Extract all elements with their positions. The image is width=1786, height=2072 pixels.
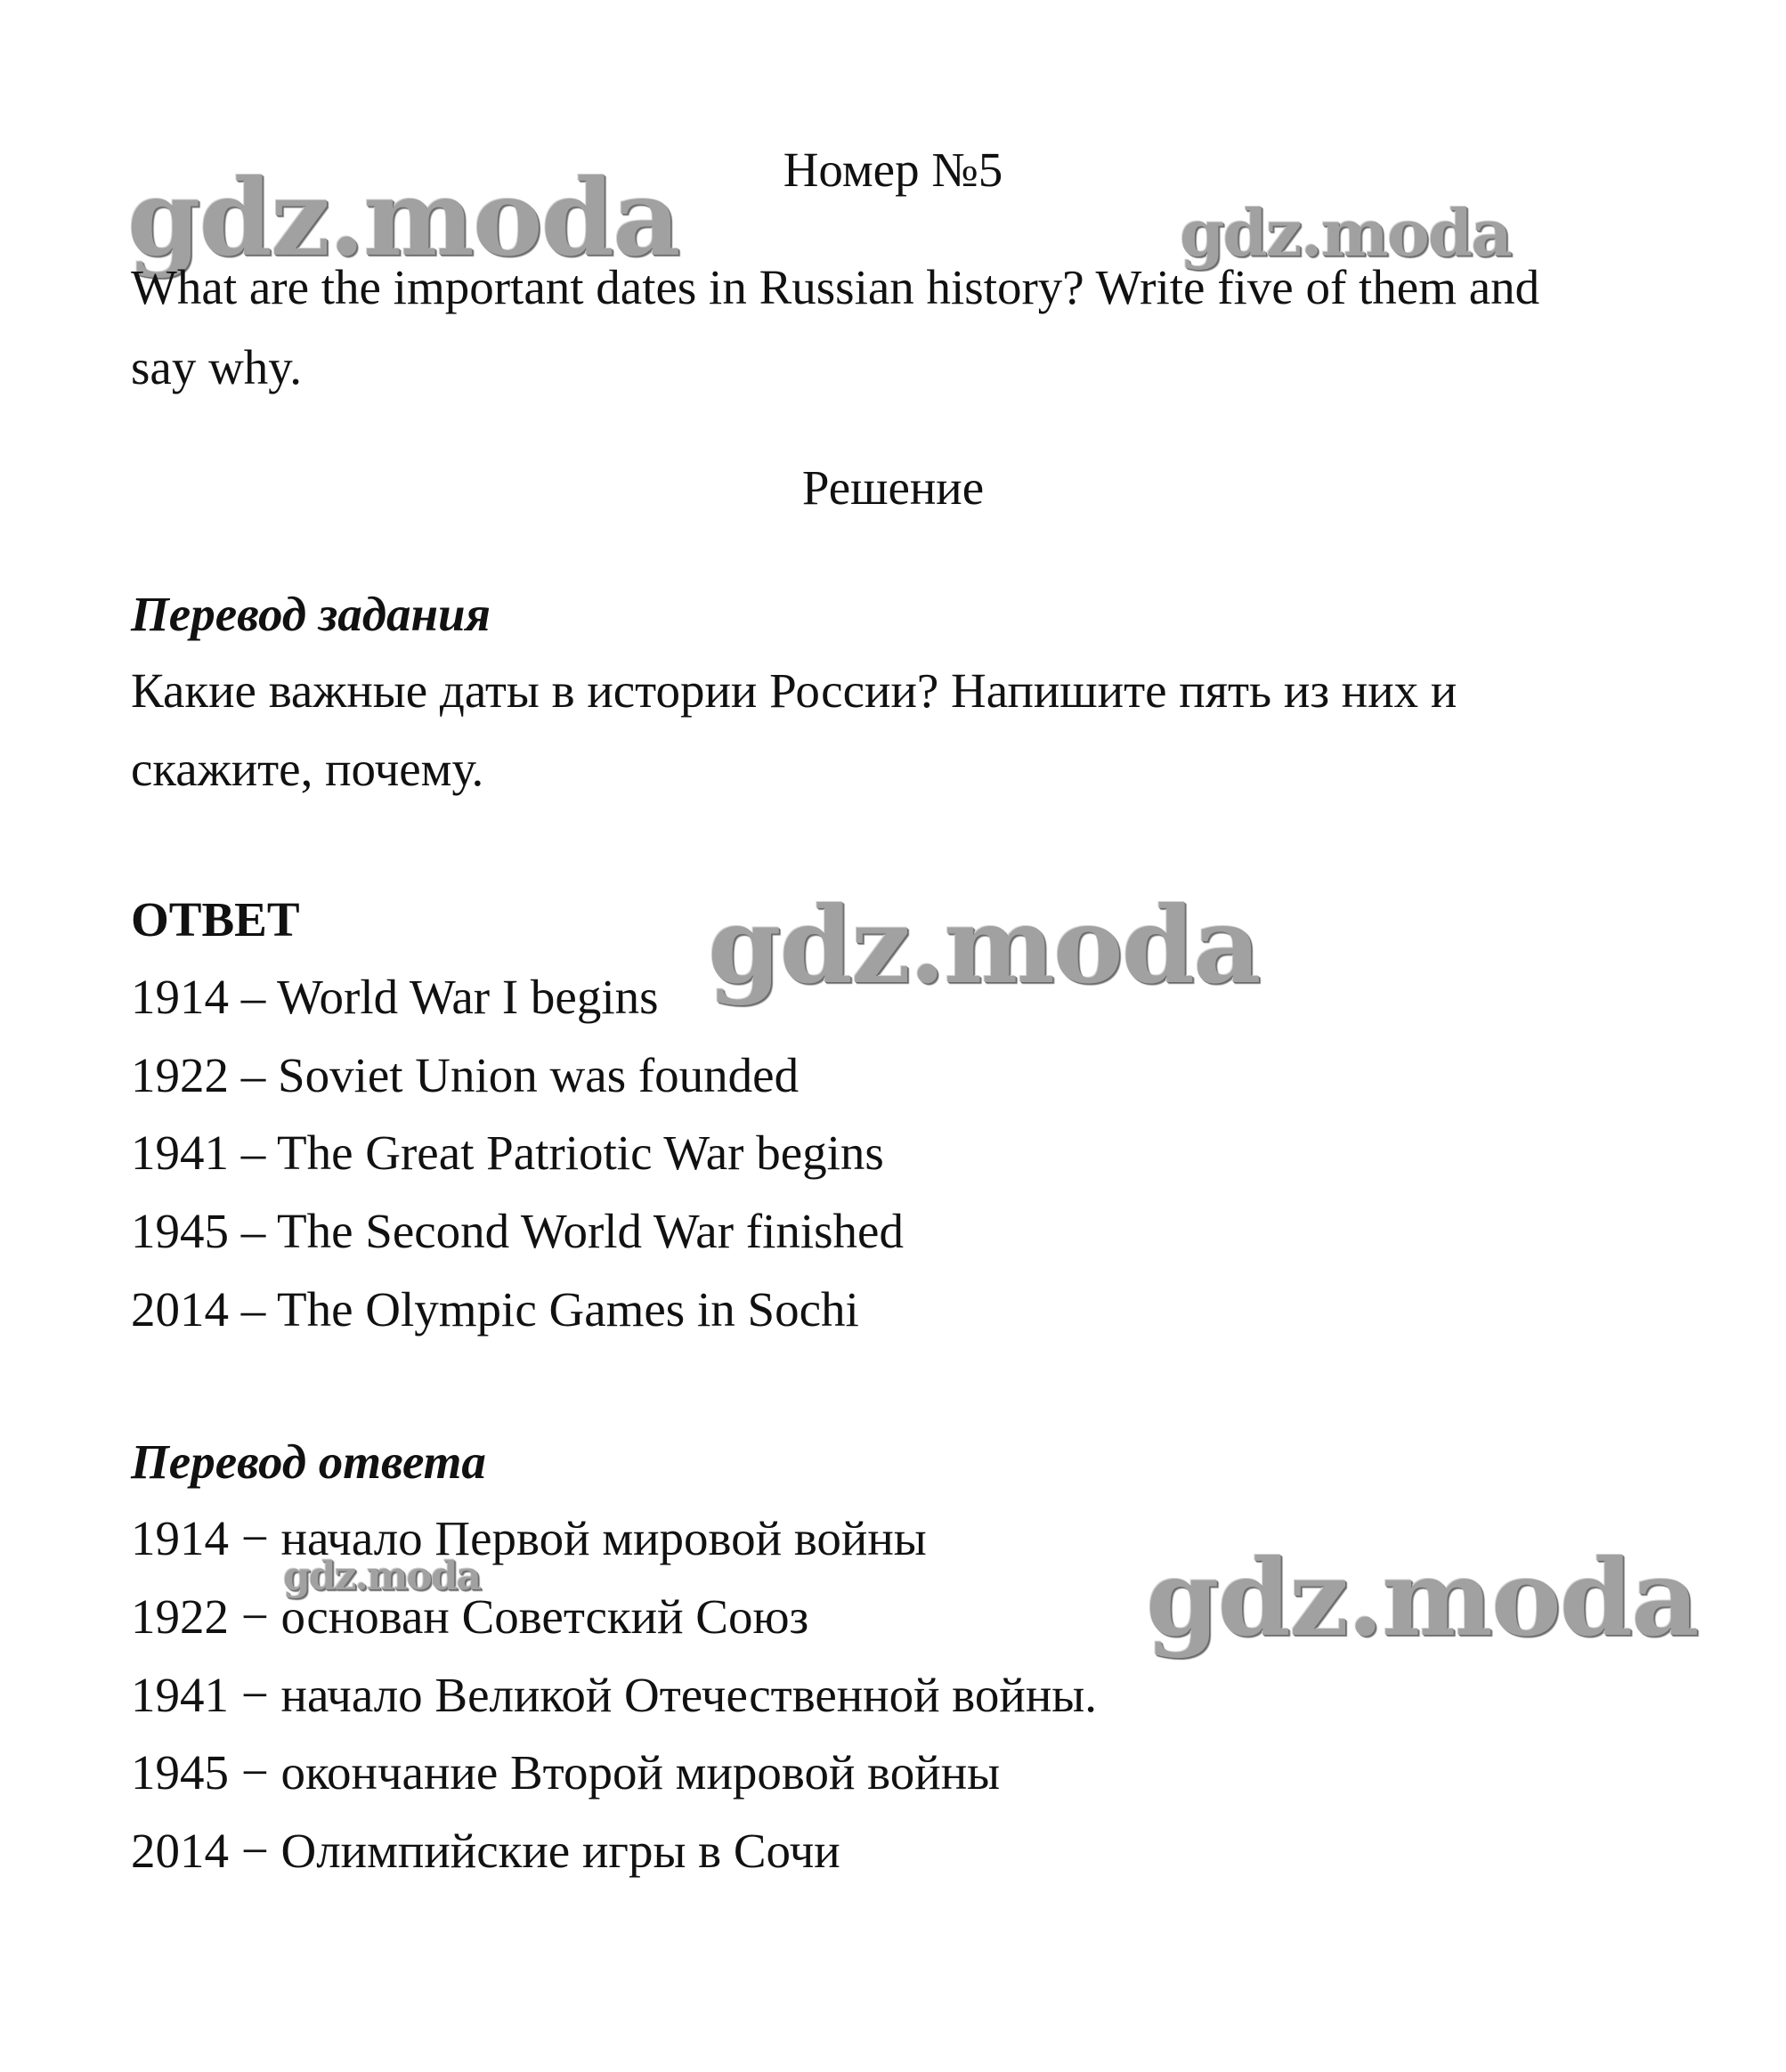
answer-item: 1914 – World War I begins bbox=[131, 970, 659, 1024]
task-translation-line-1: Какие важные даты в истории России? Напишите пять из них и bbox=[131, 663, 1457, 718]
task-translation-line-2: скажите, почему. bbox=[131, 742, 484, 796]
watermark-middle: gdz.moda bbox=[708, 883, 1260, 1007]
question-line-1: What are the important dates in Russian history? Write five of them and bbox=[131, 260, 1540, 314]
task-number-title: Номер №5 bbox=[783, 142, 1003, 197]
answer-item: 1941 – The Great Patriotic War begins bbox=[131, 1125, 884, 1180]
watermark-top-left: gdz.moda bbox=[127, 156, 679, 280]
answer-translation-item: 1914 − начало Первой мировой войны bbox=[131, 1511, 927, 1565]
question-line-2: say why. bbox=[131, 340, 302, 394]
answer-heading: ОТВЕТ bbox=[131, 892, 300, 947]
answer-item: 1922 – Soviet Union was founded bbox=[131, 1048, 800, 1102]
task-translation-heading: Перевод задания bbox=[131, 587, 491, 641]
watermark-top-right: gdz.moda bbox=[1180, 195, 1511, 271]
answer-item: 1945 – The Second World War finished bbox=[131, 1204, 904, 1258]
answer-item: 2014 – The Olympic Games in Sochi bbox=[131, 1282, 859, 1337]
watermark-bottom-small: gdz.moda bbox=[283, 1554, 481, 1599]
answer-translation-heading: Перевод ответа bbox=[131, 1434, 486, 1489]
answer-translation-item: 1945 − окончание Второй мировой войны bbox=[131, 1745, 1001, 1800]
answer-translation-item: 1922 − основан Советский Союз bbox=[131, 1589, 809, 1644]
answer-translation-item: 2014 − Олимпийские игры в Сочи bbox=[131, 1824, 840, 1878]
answer-translation-item: 1941 − начало Великой Отечественной войны. bbox=[131, 1668, 1097, 1722]
watermark-bottom-right: gdz.moda bbox=[1146, 1536, 1698, 1660]
solution-heading: Решение bbox=[801, 460, 985, 515]
